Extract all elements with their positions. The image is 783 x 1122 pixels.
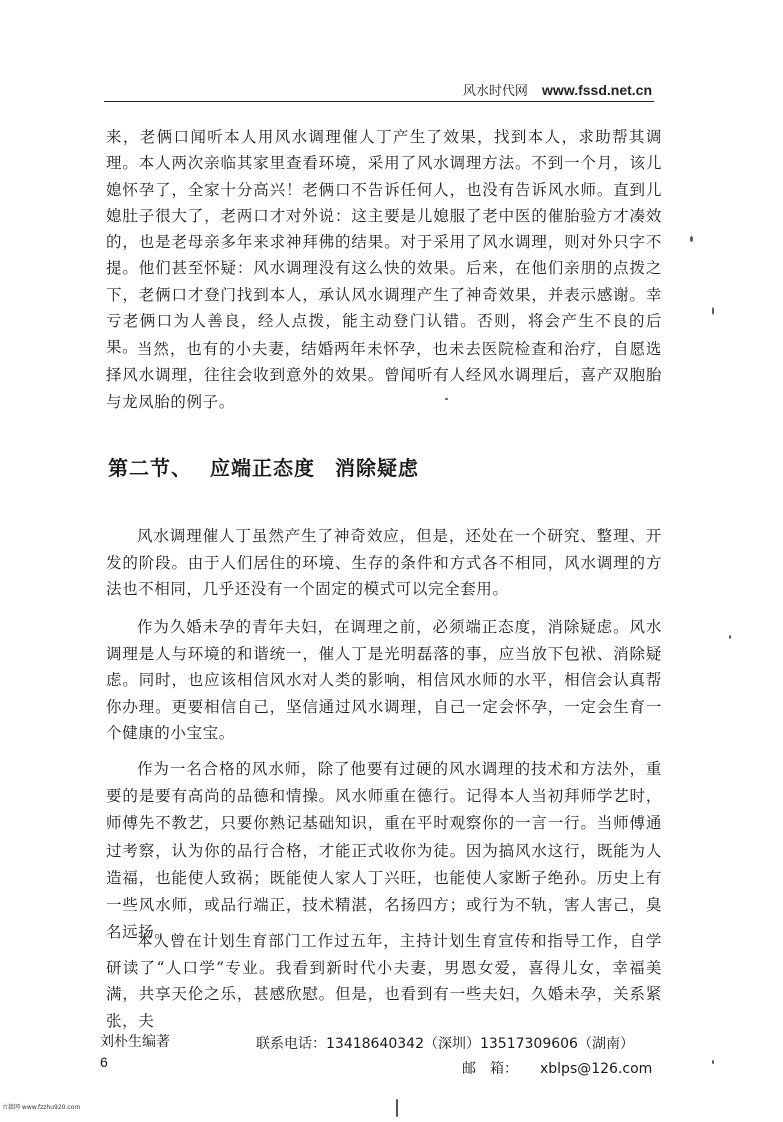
scan-speck bbox=[690, 236, 693, 242]
footer-email: xblps@126.com bbox=[540, 1061, 653, 1077]
scan-speck bbox=[712, 307, 714, 315]
paragraph-1: 来，老俩口闻听本人用风水调理催人丁产生了效果，找到本人，求助帮其调理。本人两次亲临其家里查看环境，采用了风水调理方法。不到一个月，该儿媳怀孕了，全家十分高兴！老俩口不告诉任何人，也没有告诉风水师。直到儿媳肚子很大了，老两口才对外说：这主要是儿媳服了老中医的催胎验方才凑效的，也是老母亲多年来求神拜佛的结果。对于采用了风水调理，则对外只字不提。他们甚至怀疑：风水调理没有这么快的效果。后来，在他们亲朋的点拨之下，老俩口才登门找到本人，承认风水调理产生了神奇效果，并表示感谢。幸亏老俩口为人善良，经人点拨，能主动登门认错。否则，将会产生不良的后果。 bbox=[106, 128, 662, 357]
scan-speck bbox=[729, 635, 731, 639]
footer-email-line bbox=[462, 1058, 652, 1078]
corner-watermark: 古籍网 www.fzzhu920.com bbox=[2, 1104, 81, 1111]
paragraph-6: 本人曾在计划生育部门工作过五年，主持计划生育宣传和指导工作，自学研读了“人口学”专业。我看到新时代小夫妻，男恩女爱，喜得儿女，幸福美满，共享天伦之乐，甚感欣慰。但是，也看到有一些夫妇，久婚未孕，关系紧张，夫 bbox=[106, 932, 662, 1030]
paragraph-5: 作为一名合格的风水师，除了他要有过硬的风水调理的技术和方法外，重要的是要有高尚的品德和情操。风水师重在德行。记得本人当初拜师学艺时，师傅先不教艺，只要你熟记基础知识，重在平时观察你的一言一行。当师傅通过考察，认为你的品行合格，才能正式收你为徒。因为搞风水这行，既能为人造福，也能使人致祸；既能使人家人丁兴旺，也能使人家断子绝孙。历史上有一些风水师，或品行端正，技术精湛，名扬四方；或行为不轨，害人害己，臭名远扬。 bbox=[106, 760, 662, 942]
scan-speck bbox=[445, 398, 448, 400]
section-title-part1: 应端正态度 bbox=[210, 456, 315, 480]
page-number: 6 bbox=[100, 1054, 108, 1070]
header-url: www.fssd.net.cn bbox=[542, 82, 652, 98]
footer-contact: 联系电话：13418640342（深圳）13517309606（湖南） bbox=[256, 1036, 634, 1052]
section-heading bbox=[108, 452, 419, 481]
footer-author: 刘朴生编著 bbox=[100, 1034, 170, 1050]
footer-email-label: 邮 箱： bbox=[462, 1061, 518, 1077]
paragraph-2: 当然，也有的小夫妻，结婚两年未怀孕，也未去医院检查和治疗，自愿选择风水调理，往往会收到意外的效果。曾闻听有人经风水调理后，喜产双胞胎与龙凤胎的例子。 bbox=[106, 340, 662, 411]
paragraph-3: 风水调理催人丁虽然产生了神奇效应，但是，还处在一个研究、整理、开发的阶段。由于人们居住的环境、生存的条件和方式各不相同，风水调理的方法也不相同，几乎还没有一个固定的模式可以完全套用。 bbox=[106, 527, 662, 598]
section-number: 第二节、 bbox=[108, 456, 192, 480]
page-header bbox=[0, 80, 652, 102]
scan-speck bbox=[712, 1060, 714, 1064]
paragraph-4: 作为久婚未孕的青年夫妇，在调理之前，必须端正态度，消除疑虑。风水调理是人与环境的和谐统一，催人丁是光明磊落的事，应当放下包袱、消除疑虑。同时，也应该相信风水对人类的影响，相信风水师的水平，相信会认真帮你办理。更要相信自己，坚信通过风水调理，自己一定会怀孕，一定会生育一个健康的小宝宝。 bbox=[106, 618, 662, 743]
section-title-part2: 消除疑虑 bbox=[335, 456, 419, 480]
header-site-name: 风水时代网 bbox=[462, 84, 528, 99]
header-rule bbox=[104, 101, 654, 102]
scan-speck bbox=[396, 1099, 398, 1117]
